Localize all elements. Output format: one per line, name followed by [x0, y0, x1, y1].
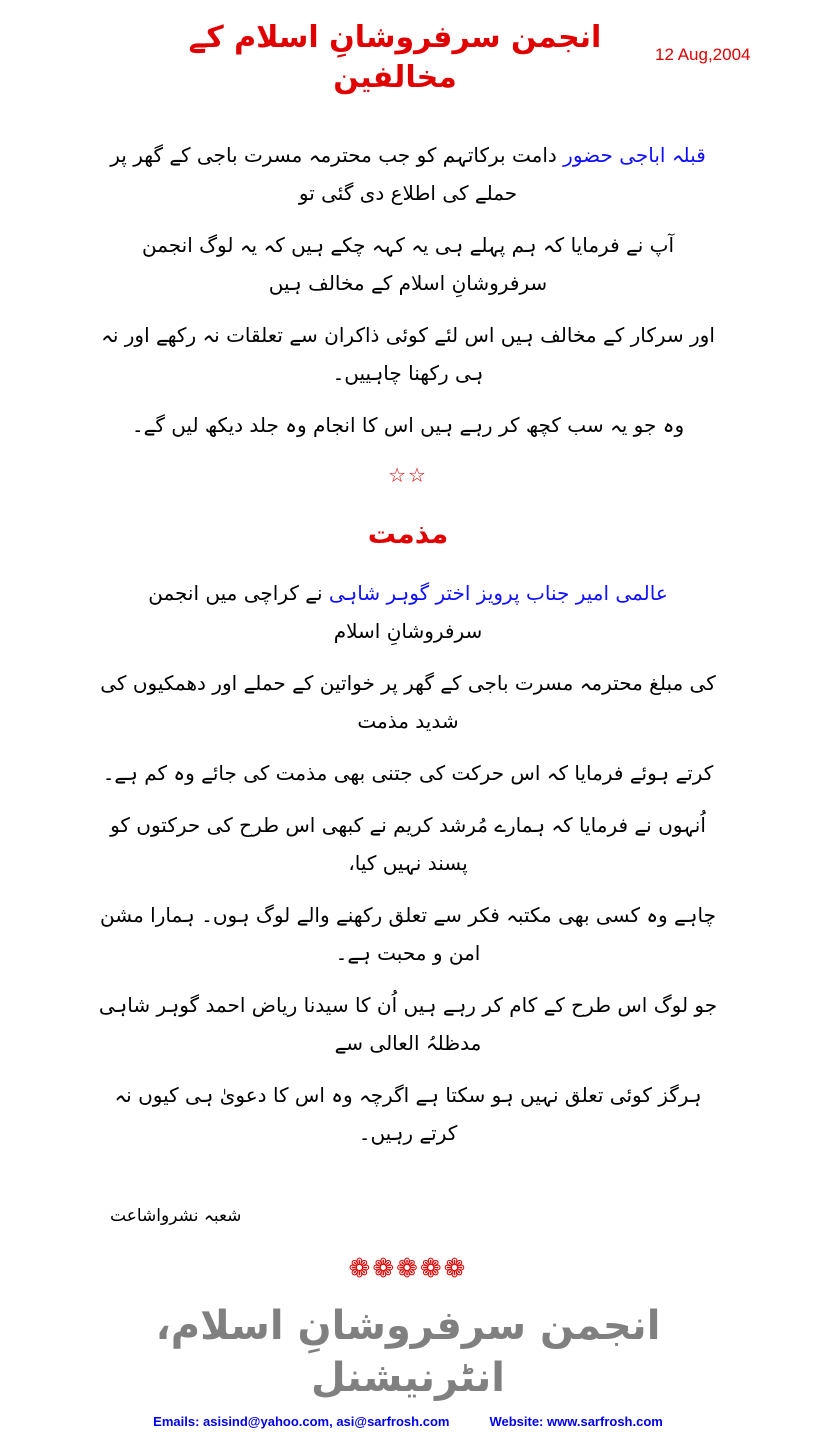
website: Website: www.sarfrosh.com: [489, 1414, 663, 1429]
header: [0, 0, 816, 95]
paragraph2-line: عالمی امیر جناب پرویز اختر گوہر شاہی نے کراچی میں انجمن سرفروشانِ اسلام: [148, 581, 668, 643]
paragraph2-line: جو لوگ اس طرح کے کام کر رہے ہیں اُن کا سیدنا ریاض احمد گوہر شاہی مدظلہُ العالی سے: [98, 993, 718, 1055]
paragraph2-line: چاہے وہ کسی بھی مکتبہ فکر سے تعلق رکھنے والے لوگ ہوں۔ ہمارا مشن امن و محبت ہے۔: [100, 903, 716, 965]
date: 12 Aug,2004: [655, 45, 751, 64]
section-heading: مذمت: [367, 517, 449, 550]
highlight-name: عالمی امیر جناب پرویز اختر گوہر شاہی: [328, 581, 668, 605]
page-title: انجمن سرفروشانِ اسلام کے مخالفین: [188, 20, 602, 95]
ornament-icon: ❁❁❁❁❁: [348, 1254, 468, 1284]
paragraph2: [98, 574, 718, 1152]
contact-bar: [0, 1414, 816, 1445]
paragraph2-line: اُنہوں نے فرمایا کہ ہمارے مُرشد کریم نے کبھی اس طرح کی حرکتوں کو پسند نہیں کیا،: [110, 813, 706, 875]
paragraph1-line: قبلہ اباجی حضور دامت برکاتہم کو جب محترمہ مسرت باجی کے گھر پر حملے کی اطلاع دی گئی تو: [110, 143, 706, 205]
paragraph1-line: وہ جو یہ سب کچھ کر رہے ہیں اس کا انجام وہ جلد دیکھ لیں گے۔: [131, 413, 685, 437]
signature: شعبہ نشرواشاعت: [110, 1206, 242, 1226]
paragraph2-line: ہرگز کوئی تعلق نہیں ہو سکتا ہے اگرچہ وہ اس کا دعویٰ ہی کیوں نہ کرتے رہیں۔: [114, 1083, 702, 1145]
emails: Emails: asisind@yahoo.com, asi@sarfrosh.com: [153, 1414, 450, 1429]
paragraph1-line: آپ نے فرمایا کہ ہم پہلے ہی یہ کہہ چکے ہیں کہ یہ لوگ انجمن سرفروشانِ اسلام کے مخالف ہیں: [141, 233, 675, 295]
paragraph1: [98, 136, 718, 444]
highlight-name: قبلہ اباجی حضور: [563, 143, 706, 167]
star-separator-icon: ☆☆: [388, 463, 428, 487]
paragraph2-line: کرتے ہوئے فرمایا کہ اس حرکت کی جتنی بھی مذمت کی جائے وہ کم ہے۔: [102, 761, 714, 785]
paragraph1-line: اور سرکار کے مخالف ہیں اس لئے کوئی ذاکران سے تعلقات نہ رکھے اور نہ ہی رکھنا چاہییں۔: [101, 323, 715, 385]
paragraph2-line: کی مبلغ محترمہ مسرت باجی کے گھر پر خواتین کے حملے اور دھمکیوں کی شدید مذمت: [100, 671, 716, 733]
organization-name: انجمن سرفروشانِ اسلام، انٹرنیشنل: [155, 1303, 661, 1401]
